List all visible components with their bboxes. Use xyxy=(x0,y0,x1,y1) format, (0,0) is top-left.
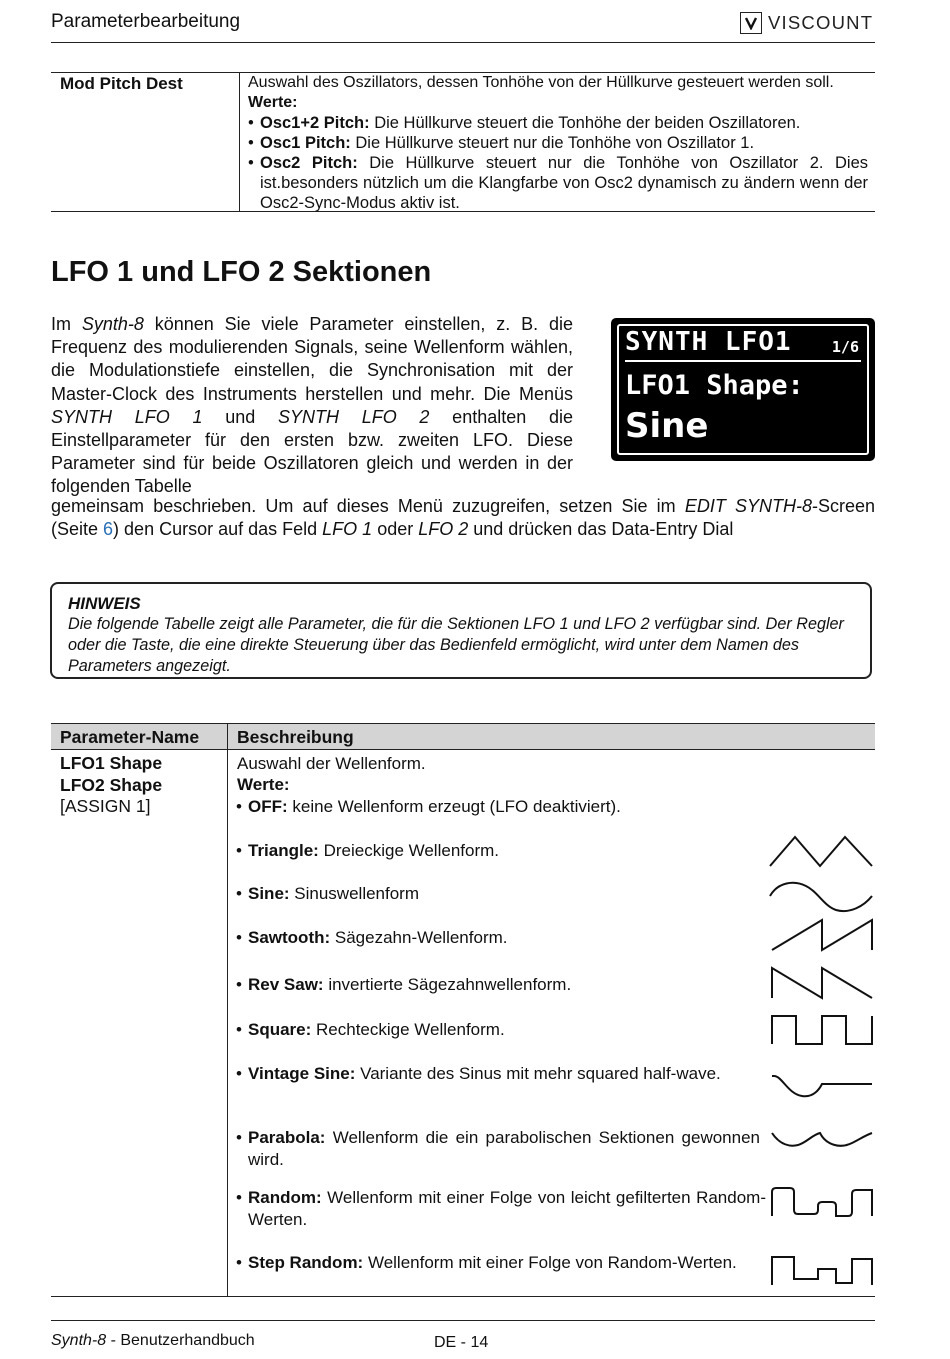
step-random-wave-icon xyxy=(768,1249,876,1289)
wave-option-random: • Random: Wellenform mit einer Folge von leicht gefilterten Random-Werten. xyxy=(236,1187,766,1231)
mod-pitch-option: • Osc1 Pitch: Die Hüllkurve steuert nur die Tonhöhe von Oszillator 1. xyxy=(248,133,868,153)
footer-divider xyxy=(51,1320,875,1321)
triangle-wave-icon xyxy=(768,832,876,872)
footer-page-number: DE - 14 xyxy=(434,1334,489,1351)
random-wave-icon xyxy=(768,1182,876,1222)
param-table-bottom-rule xyxy=(51,1296,875,1297)
wave-option-sine: • Sine: Sinuswellenform xyxy=(236,883,419,905)
header-divider xyxy=(51,42,875,43)
page-reference-link[interactable]: 6 xyxy=(103,519,114,540)
intro-paragraph: Im Synth-8 können Sie viele Parameter einstellen, z. B. die Frequenz des modulierenden Signals, seine Wellenform wählen, die Modulationstiefe einstellen, die Synchronisation mit der Master-Clock des Instruments herstellen und mehr. Die Menüs SYNTH LFO 1 und SYNTH LFO 2 enthalten die Einstellparameter für den ersten bzw. zweiten LFO. Diese Parameter sind für beide Oszillatoren gleich und werden in der folgenden Tabelle xyxy=(51,314,573,497)
lcd-title-underline xyxy=(625,360,861,362)
param-table-col-name-header: Parameter-Name xyxy=(60,727,200,747)
param-description: Auswahl der Wellenform. xyxy=(237,754,426,773)
param-values-label: Werte: xyxy=(237,775,290,794)
parabola-wave-icon xyxy=(768,1125,876,1165)
param-control-assign: [ASSIGN 1] xyxy=(60,796,151,816)
wave-option-parabola: • Parabola: Wellenform die ein parabolischen Sektionen gewonnen wird. xyxy=(236,1127,760,1171)
param-table-col-desc-header: Beschreibung xyxy=(237,727,354,747)
mod-pitch-table-column-divider xyxy=(239,72,240,212)
footer-manual-title: Synth-8 - Benutzerhandbuch xyxy=(51,1332,255,1349)
sine-wave-icon xyxy=(768,876,876,916)
wave-option-off: • OFF: keine Wellenform erzeugt (LFO deaktiviert). xyxy=(236,796,621,818)
square-wave-icon xyxy=(768,1008,876,1048)
param-name-lfo2-shape: LFO2 Shape xyxy=(60,775,163,795)
viscount-logo xyxy=(740,12,873,34)
wave-option-step-random: • Step Random: Wellenform mit einer Folge von Random-Werten. xyxy=(236,1252,766,1274)
mod-pitch-param-name: Mod Pitch Dest xyxy=(60,74,183,93)
mod-pitch-description xyxy=(248,73,868,213)
logo-mark-icon xyxy=(740,12,762,34)
sawtooth-wave-icon xyxy=(768,914,876,954)
lcd-title: SYNTH LFO1 xyxy=(625,327,792,357)
intro-paragraph-continued: gemeinsam beschrieben. Um auf dieses Menü zuzugreifen, setzen Sie im EDIT SYNTH-8-Screen (Seite 6) den Cursor auf das Feld LFO 1 oder LFO 2 und drücken das Data-Entry Dial xyxy=(51,496,876,540)
vintage-sine-wave-icon xyxy=(768,1066,876,1106)
wave-option-rev-saw: • Rev Saw: invertierte Sägezahnwellenform. xyxy=(236,974,571,996)
section-heading: LFO 1 und LFO 2 Sektionen xyxy=(51,256,432,288)
lcd-param-value: Sine xyxy=(625,406,709,446)
wave-option-square: • Square: Rechteckige Wellenform. xyxy=(236,1019,505,1041)
page-header-title: Parameterbearbeitung xyxy=(51,11,241,32)
wave-option-triangle: • Triangle: Dreieckige Wellenform. xyxy=(236,840,499,862)
note-box xyxy=(50,582,872,679)
reverse-sawtooth-wave-icon xyxy=(768,962,876,1002)
note-heading: HINWEIS xyxy=(68,594,141,613)
lcd-page-indicator: 1/6 xyxy=(831,338,859,356)
lcd-display xyxy=(611,318,875,461)
param-table-column-divider xyxy=(227,724,228,1296)
note-text: Die folgende Tabelle zeigt alle Parameter, die für die Sektionen LFO 1 und LFO 2 verfügbar sind. Der Regler oder die Taste, die eine direkte Steuerung über das Bedienfeld ermöglicht, wird unter dem Namen des Parameters angezeigt. xyxy=(68,615,844,675)
logo-wordmark: VISCOUNT xyxy=(768,12,874,33)
mod-pitch-option: • Osc2 Pitch: Die Hüllkurve steuert nur die Tonhöhe von Oszillator 2. Dies ist.besonders nützlich um die Klangfarbe von Osc2 dynamisch zu ändern wenn der Osc2-Sync-Modus aktiv ist. xyxy=(248,153,868,213)
param-name-lfo1-shape: LFO1 Shape xyxy=(60,753,163,773)
mod-pitch-values-label: Werte: xyxy=(248,94,298,111)
wave-option-vintage-sine: • Vintage Sine: Variante des Sinus mit mehr squared half-wave. xyxy=(236,1063,760,1085)
wave-option-sawtooth: • Sawtooth: Sägezahn-Wellenform. xyxy=(236,927,508,949)
mod-pitch-desc-text: Auswahl des Oszillators, dessen Tonhöhe von der Hüllkurve gesteuert werden soll. xyxy=(248,74,834,91)
lcd-param-label: LFO1 Shape: xyxy=(625,370,804,401)
mod-pitch-option: • Osc1+2 Pitch: Die Hüllkurve steuert die Tonhöhe der beiden Oszillatoren. xyxy=(248,113,868,133)
